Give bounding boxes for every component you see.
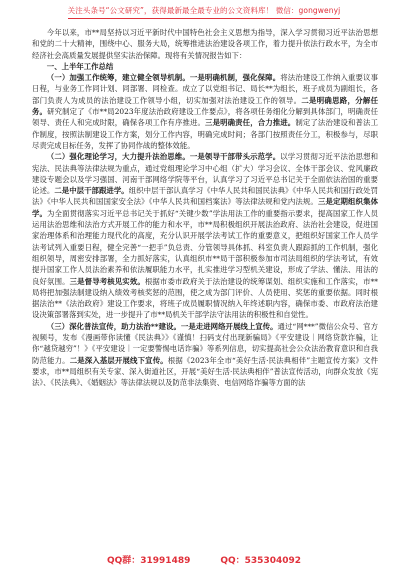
body-text: 制定了法治建设和普法工作制度，按照法制建设工作方案，划分工作内容，明确完成时间；各部门按照责任分工，积极参与，尽职尽责完成目标任务，发挥了协同作战的整体效能。 bbox=[32, 118, 378, 150]
subheading: 二是中层干部跟进学。 bbox=[54, 186, 129, 196]
body-text: 组织中层干部认真学习《中华人民共和国民法典》《中华人民共和国行政处罚法》《中华人民共和国国家安全法》《中华人民共和国档案法》等法律法规和党内法规。 bbox=[32, 186, 378, 207]
header-banner bbox=[0, 0, 408, 24]
subheading: 二是深入基层开展线下宣传。 bbox=[69, 355, 168, 365]
qq-contact-text: QQ：535304092 bbox=[220, 556, 302, 566]
subheading: （三）深化普法宣传，助力法治**建设。一是走进网络开展线上宣传。 bbox=[46, 321, 278, 331]
paragraph-2 bbox=[32, 151, 378, 320]
subheading: 三是定期组织集体学。 bbox=[32, 197, 378, 218]
subheading: 二是明确思路，分解任务。 bbox=[32, 95, 378, 117]
footer-contacts bbox=[0, 553, 408, 566]
paragraph-1 bbox=[32, 72, 378, 151]
body-text: 研究制定了《市**局2023年度法治政府建设工作要点》，将各项任务细化分解到具体部门，明确责任领导、责任人和完成时限，确保各项工作有序推进。 bbox=[32, 107, 378, 128]
banner-text: 关注头条号“公文研究”，获得最新最全最专业的公文资料库！ 微信：gongwenyj bbox=[68, 5, 341, 19]
subheading: 三是明确责任，合力推进。 bbox=[205, 118, 296, 128]
section-heading: 一、上半年工作总结 bbox=[46, 61, 114, 71]
body-text: 为全面贯彻落实习近平总书记关于抓好“关键少数”学法用法工作的重要指示要求，提高国家工作人员运用法治思维和法治方式开展工作的能力和水平，市**局积极组织开展法治政府、法治社会建设，促进国家治理体系和治理能力现代化的高度，充分认识开展学法考试工作的重要意义，把组织好国家工作人员学法考试列入重要日程，健全完善“一把手”负总责、分管领导具体抓、科室负责人跟踪抓的工作机制，强化组织领导，周密安排部署，全力抓好落实，认真组织市**局干部积极参加市司法局组织的学法考试，有效提升国家工作人员法治素养和依法履职能力水平，扎实推进学习型机关建设，形成了学法、懂法、用法的良好氛围。 bbox=[32, 208, 378, 286]
document-body bbox=[32, 27, 378, 389]
body-text: 根据《2023年全市“美好生活·民法典相伴”主题宣传方案》文件要求，市**局组织有关专家、深入街道社区，开展“美好生活·民法典相伴”普法宣传活动，向群众发放《宪法》、《民法典》、《婚姻法》等法律法规以及防范非法集资、电信网络诈骗等方面的法 bbox=[32, 355, 378, 388]
body-text: 通过“网***”微信公众号、官方视频号，发布《漫画带你读懂《民法典》》《谨慎！扫码支付出现新骗局》《平安建设｜网络贷款诈骗，让你“越贷越穷”！》《平安建设｜一定要警惕电话诈骗》等系列信息，切实提高社会公众法治教育意识和自我防范能力。 bbox=[32, 321, 378, 365]
subheading: 三是督导考核见实效。 bbox=[69, 276, 145, 286]
subheading: （一）加强工作统筹，建立健全领导机制。一是明确机制，强化保障。 bbox=[46, 73, 281, 83]
body-text: 以学习贯彻习近平法治思想和宪法、民法典等法律法规为重点，通过党组理论学习中心组（扩大）学习会议、全体干部会议、党风廉政建设专题会以及学习强国、河南干部网络学院等平台，认真学习了习近平总书记关于全面依法治国的重要论述。 bbox=[32, 152, 378, 196]
body-text: 将法治建设工作纳入重要议事日程，与业务工作同计划、同部署、同检查。成立了以党组书记、局长**为组长，班子成员为副组长，各部门负责人为成员的法治建设工作领导小组，切实加强对法治建设工作的领导。 bbox=[32, 73, 378, 105]
subheading: （二）强化理论学习，大力提升法治思维。一是领导干部带头示范学。 bbox=[46, 152, 281, 162]
paragraph-3 bbox=[32, 321, 378, 389]
body-text: 根据市委市政府关于法治建设的统筹谋划、组织实施和工作落实，市**局将把加强法制建设纳入绩效考核奖惩的范围，使之成为部门评价、人员使用、奖惩的重要依据。同时根据法治**《法治政府》建设工作要求，将班子成员履职情况纳入年终述职内容，确保市委、市政府法治建设决策部署落到实处，进一步提升了市**局机关干部学法守法用法的积极性和自觉性。 bbox=[32, 276, 378, 320]
intro-paragraph: 今年以来，市**局坚持以习近平新时代中国特色社会主义思想为指导，深入学习贯彻习近平法治思想和党的二十大精神，围绕中心、服务大局，统筹推进法治建设各项工作，着力提升依法行政水平，为全市经济社会高质量发展提供坚实法治保障。现将有关情况报告如下： bbox=[32, 28, 378, 60]
qq-group-text: QQ群：31991489 bbox=[106, 556, 191, 566]
